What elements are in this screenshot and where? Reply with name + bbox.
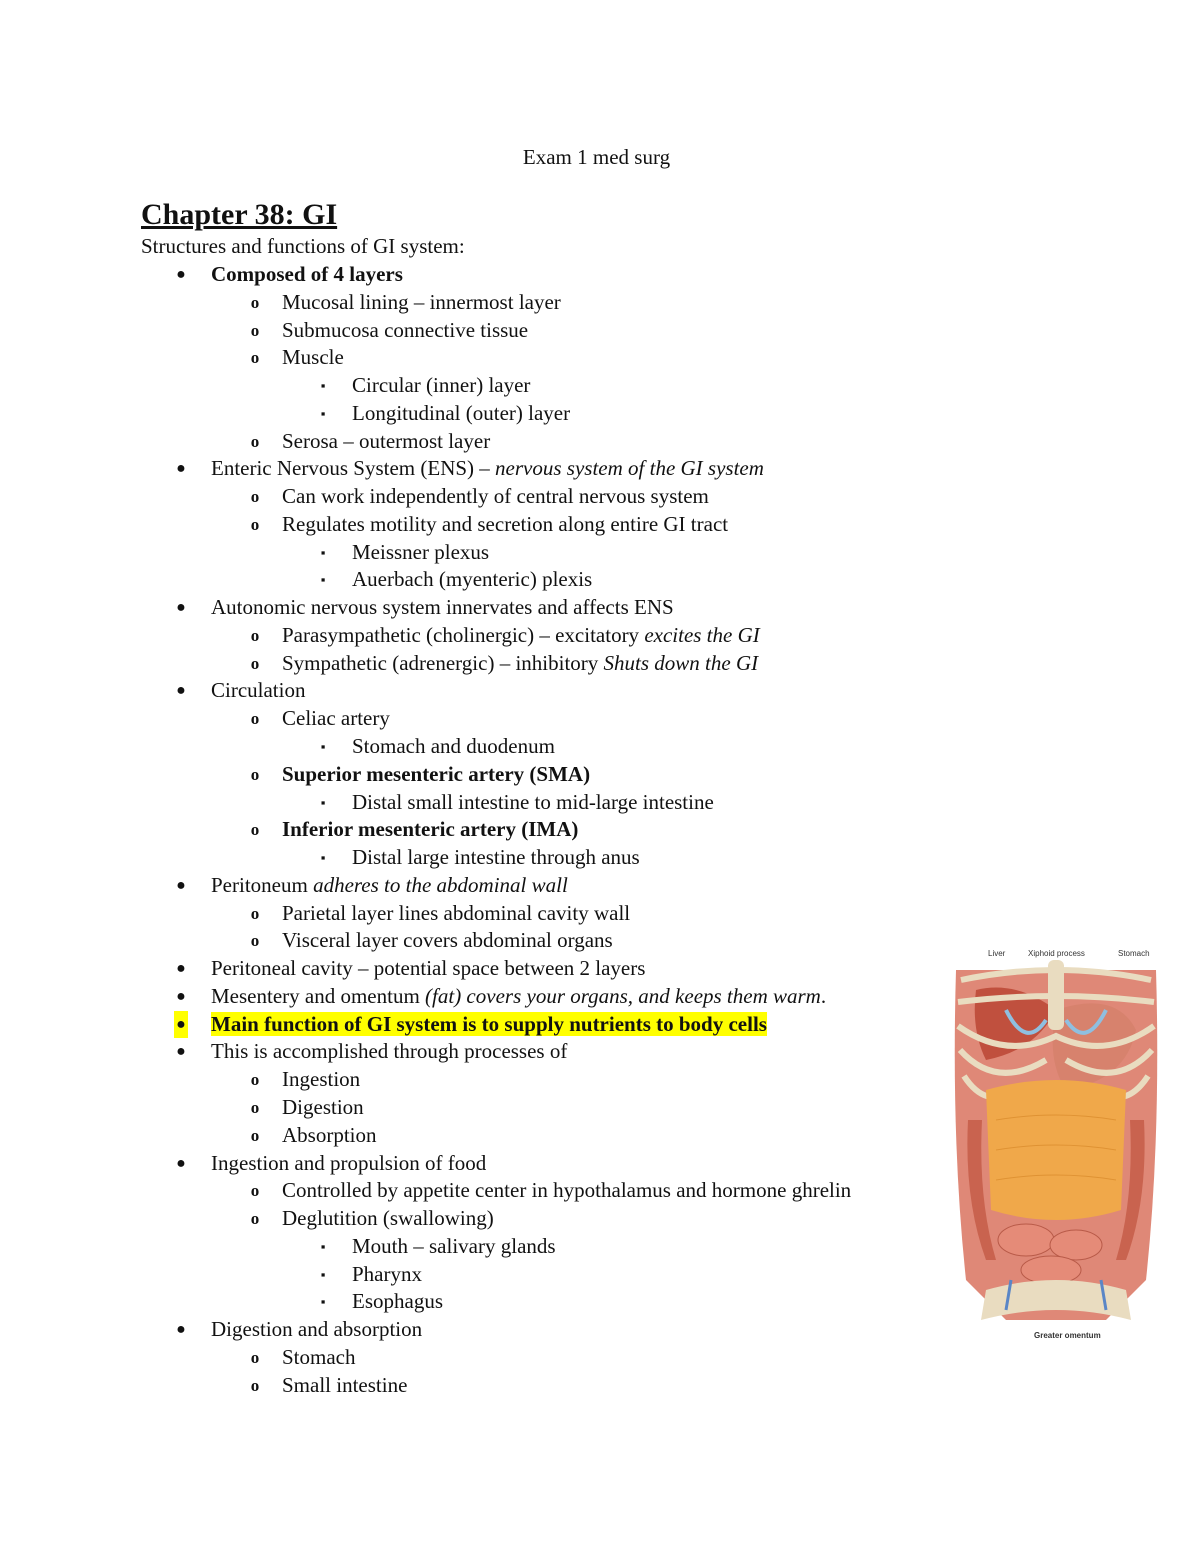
outline-text: Longitudinal (outer) layer (352, 400, 571, 425)
bullet-square-icon: ▪ (320, 572, 326, 588)
bullet-dot-icon: ● (176, 599, 186, 617)
outline-item-level-2 (0, 317, 940, 345)
bullet-square-icon: ▪ (320, 378, 326, 394)
bullet-square-icon: ▪ (320, 544, 326, 560)
outline-item-level-2 (0, 428, 940, 456)
bullet-dot-icon: ● (176, 682, 186, 700)
abdominal-anatomy-figure (946, 940, 1166, 1350)
bullet-circle-icon: o (250, 320, 260, 340)
outline-item-level-2 (0, 1066, 940, 1094)
outline-text: Composed of 4 layers (211, 262, 403, 286)
outline-text: Ingestion (282, 1067, 361, 1092)
bullet-circle-icon: o (250, 1375, 260, 1395)
outline-item-level-3 (0, 1261, 940, 1289)
outline-text: Absorption (282, 1122, 377, 1147)
outline-item-level-1 (0, 955, 940, 983)
outline-text: Auerbach (myenteric) plexis (352, 567, 593, 592)
outline-item-level-2 (0, 1177, 940, 1205)
outline-text: Pharynx (352, 1261, 422, 1286)
outline-text: Celiac artery (282, 706, 390, 731)
outline-text: Distal small intestine to mid-large intestine (352, 789, 714, 814)
bullet-square-icon: ▪ (320, 405, 326, 421)
bullet-dot-icon: ● (176, 987, 186, 1005)
bullet-dot-icon: ● (176, 1043, 186, 1061)
bullet-dot-icon: ● (174, 1011, 188, 1039)
outline-text: Enteric Nervous System (ENS) – (211, 456, 496, 481)
outline-item-level-2 (0, 289, 940, 317)
bullet-circle-icon: o (250, 903, 260, 923)
outline-item-level-3 (0, 400, 940, 428)
outline-item-level-3 (0, 789, 940, 817)
greater-omentum-shape (986, 1080, 1126, 1220)
figure-label-liver: Liver (988, 949, 1006, 958)
bullet-dot-icon: ● (176, 1154, 186, 1172)
figure-label-omentum: Greater omentum (1034, 1331, 1101, 1340)
bullet-dot-icon: ● (176, 960, 186, 978)
outline-text: Peritoneal cavity – potential space between 2 layers (211, 956, 646, 981)
outline-text: . (820, 983, 827, 1008)
outline-item-level-3 (0, 566, 940, 594)
bullet-dot-icon: ● (176, 266, 186, 283)
bullet-circle-icon: o (250, 931, 260, 951)
outline-item-level-2 (0, 705, 940, 733)
outline-item-level-3 (0, 1233, 940, 1261)
outline-text: Submucosa connective tissue (282, 317, 529, 342)
outline-item-level-2 (0, 816, 940, 844)
chapter-title: Chapter 38: GI (141, 198, 338, 231)
outline-item-level-1 (0, 455, 940, 483)
outline-item-level-2 (0, 622, 940, 650)
outline-text: Peritoneum (211, 872, 314, 897)
outline-text: Can work independently of central nervous system (282, 484, 709, 509)
section-intro: Structures and functions of GI system: (141, 234, 465, 258)
outline-item-level-2 (0, 1205, 940, 1233)
outline-item-level-3 (0, 733, 940, 761)
outline-text: Esophagus (352, 1289, 443, 1314)
outline-text: Superior mesenteric artery (SMA) (282, 761, 591, 786)
bullet-circle-icon: o (250, 514, 260, 534)
outline-text: Inferior mesenteric artery (IMA) (282, 817, 579, 842)
outline-text: Stomach (282, 1344, 356, 1369)
outline-item-level-2 (0, 1344, 940, 1372)
outline-item-level-2 (0, 483, 940, 511)
outline-item-level-1 (0, 1011, 940, 1039)
bullet-circle-icon: o (250, 292, 260, 312)
figure-label-xiphoid: Xiphoid process (1028, 949, 1085, 958)
bullet-circle-icon: o (250, 653, 260, 673)
outline-text: Parasympathetic (cholinergic) – excitatory (282, 622, 645, 647)
outline-text: Small intestine (282, 1372, 408, 1397)
outline-text: Distal large intestine through anus (352, 845, 640, 870)
outline-item-level-1 (0, 872, 940, 900)
outline-item-level-2 (0, 511, 940, 539)
outline-item-level-2 (0, 761, 940, 789)
outline-item-level-2 (0, 650, 940, 678)
outline-text: Controlled by appetite center in hypothalamus and hormone ghrelin (282, 1178, 852, 1203)
outline-text: This is accomplished through processes of (211, 1039, 568, 1064)
outline-text: Stomach and duodenum (352, 734, 555, 759)
outline-text: (fat) covers your organs, and keeps them warm (425, 983, 821, 1008)
outline-item-level-2 (0, 900, 940, 928)
outline-text: Circulation (211, 678, 306, 703)
outline-item-level-2 (0, 1122, 940, 1150)
outline-item-level-1 (0, 1150, 940, 1178)
bullet-circle-icon: o (250, 1181, 260, 1201)
outline-text: Digestion and absorption (211, 1317, 423, 1342)
outline-item-level-1 (0, 594, 940, 622)
bullet-dot-icon: ● (176, 876, 186, 894)
bullet-square-icon: ▪ (320, 850, 326, 866)
outline-text: Ingestion and propulsion of food (211, 1150, 487, 1175)
bullet-square-icon: ▪ (320, 739, 326, 755)
outline-text: excites the GI (644, 622, 760, 647)
outline-text: Parietal layer lines abdominal cavity wall (282, 900, 631, 925)
outline-text: Meissner plexus (352, 539, 490, 564)
bullet-dot-icon: ● (176, 1321, 186, 1339)
outline-item-level-3 (0, 844, 940, 872)
outline-text: Mesentery and omentum (211, 983, 426, 1008)
notes-outline (0, 261, 940, 1399)
bullet-square-icon: ▪ (320, 1266, 326, 1282)
outline-text: Visceral layer covers abdominal organs (282, 928, 613, 953)
bullet-square-icon: ▪ (320, 1238, 326, 1254)
bullet-circle-icon: o (250, 1209, 260, 1229)
bullet-circle-icon: o (250, 709, 260, 729)
outline-item-level-1 (0, 677, 940, 705)
outline-text: Muscle (282, 345, 344, 370)
outline-text: Regulates motility and secretion along entire GI tract (282, 511, 729, 536)
bullet-circle-icon: o (250, 348, 260, 368)
bullet-circle-icon: o (250, 1125, 260, 1145)
bullet-circle-icon: o (250, 1070, 260, 1090)
outline-item-level-1 (0, 261, 940, 289)
outline-item-level-1 (0, 1038, 940, 1066)
outline-text: Main function of GI system is to supply nutrients to body cells (211, 1011, 767, 1036)
outline-text: Sympathetic (adrenergic) – inhibitory (282, 650, 604, 675)
bullet-circle-icon: o (250, 487, 260, 507)
outline-item-level-2 (0, 1094, 940, 1122)
outline-item-level-3 (0, 539, 940, 567)
outline-text: adheres to the abdominal wall (313, 872, 568, 897)
bullet-circle-icon: o (250, 820, 260, 840)
outline-text: nervous system of the GI system (495, 456, 764, 481)
figure-label-stomach: Stomach (1118, 949, 1150, 958)
document-header: Exam 1 med surg (522, 145, 671, 169)
outline-text: Shuts down the GI (603, 650, 759, 675)
outline-text: Circular (inner) layer (352, 373, 531, 398)
bullet-square-icon: ▪ (320, 1294, 326, 1310)
bullet-circle-icon: o (250, 1097, 260, 1117)
outline-item-level-2 (0, 927, 940, 955)
bullet-square-icon: ▪ (320, 794, 326, 810)
outline-text: Deglutition (swallowing) (282, 1206, 494, 1231)
outline-item-level-3 (0, 372, 940, 400)
outline-item-level-1 (0, 983, 940, 1011)
sternum (1048, 960, 1064, 1030)
outline-item-level-2 (0, 1372, 940, 1400)
outline-text: Mouth – salivary glands (352, 1233, 556, 1258)
outline-text: Autonomic nervous system innervates and affects ENS (211, 595, 674, 620)
outline-text: Mucosal lining – innermost layer (282, 289, 561, 314)
outline-text: Serosa – outermost layer (282, 428, 491, 453)
outline-item-level-3 (0, 1288, 940, 1316)
bullet-circle-icon: o (250, 625, 260, 645)
bullet-circle-icon: o (250, 764, 260, 784)
bullet-circle-icon: o (250, 1347, 260, 1367)
outline-item-level-1 (0, 1316, 940, 1344)
outline-item-level-2 (0, 344, 940, 372)
bullet-circle-icon: o (250, 431, 260, 451)
bullet-dot-icon: ● (176, 460, 186, 478)
outline-text: Digestion (282, 1094, 364, 1119)
